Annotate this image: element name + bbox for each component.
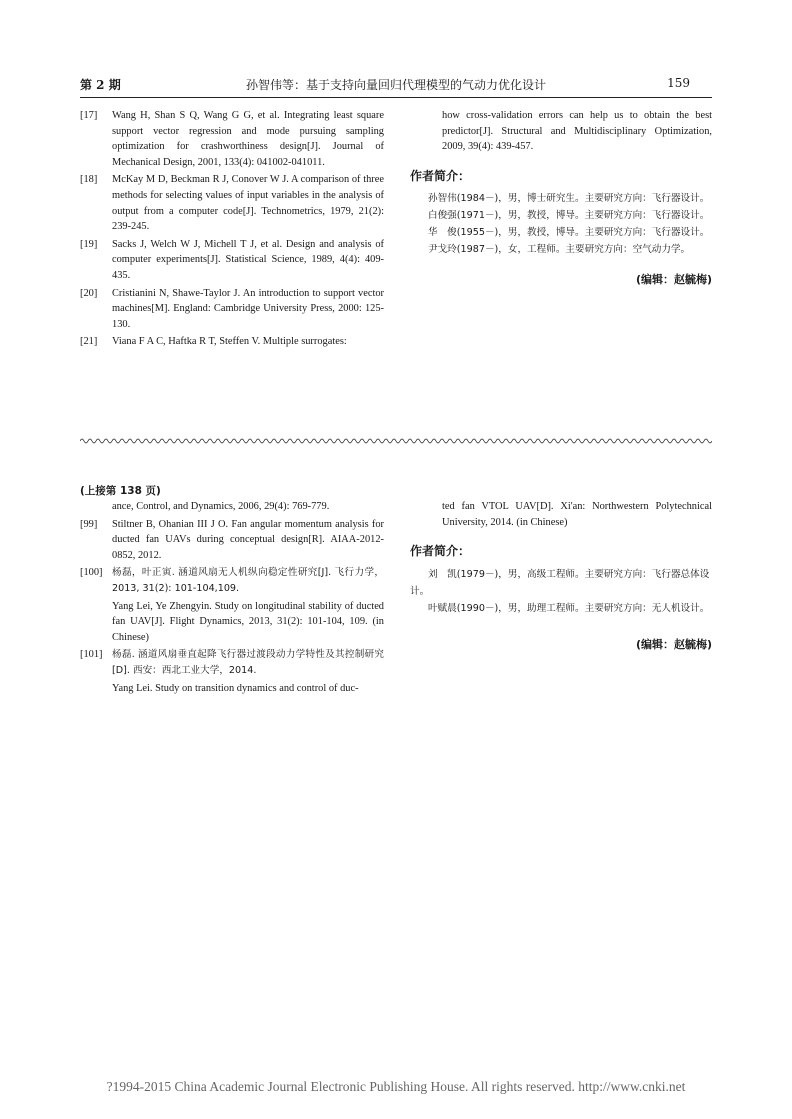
reference-19: [19] Sacks J, Welch W J, Michell T J, et al. Design and analysis of computer experiments[J]. Statistical Science, 1989, 4(4): 409-435. bbox=[80, 238, 384, 281]
issue-number: 第 2 期 bbox=[80, 78, 121, 92]
copyright-footer: ?1994-2015 China Academic Journal Electronic Publishing House. All rights reserved. http://www.cnki.net bbox=[106, 1079, 686, 1094]
references-top-left bbox=[80, 108, 384, 352]
references-bottom-left bbox=[80, 499, 384, 698]
reference-100: [100] 杨磊，叶正寅. 涵道风扇无人机纵向稳定性研究[J]. 飞行力学，2013, 31(2): 101-104,109. bbox=[80, 567, 384, 594]
reference-100-english: Yang Lei, Ye Zhengyin. Study on longitudinal stability of ducted fan UAV[J]. Flight Dynamics, 2013, 31(2): 101-104, 109. (in Chinese) bbox=[112, 600, 384, 643]
page-number: 159 bbox=[667, 76, 690, 90]
author-bio: 尹戈玲(1987－)，女，工程师。主要研究方向：空气动力学。 bbox=[428, 244, 691, 256]
author-bio: 叶赋晨(1990－)，男，助理工程师。主要研究方向：无人机设计。 bbox=[428, 602, 710, 614]
reference-21: [21] Viana F A C, Haftka R T, Steffen V. Multiple surrogates: bbox=[80, 336, 347, 348]
reference-101-continuation: ted fan VTOL UAV[D]. Xi'an: Northwestern Polytechnical University, 2014. (in Chinese) bbox=[442, 501, 712, 528]
author-profile-heading: 作者简介： bbox=[410, 168, 471, 183]
reference-21-continuation: how cross-validation errors can help us to obtain the best predictor[J]. Structural and Multidisciplinary Optimization, 2009, 39(4): 439-457. bbox=[442, 110, 712, 153]
reference-18: [18] McKay M D, Beckman R J, Conover W J. A comparison of three methods for selecting values of input variables in the analysis of output from a computer code[J]. Technometrics, 1979, 21(2): 239-245. bbox=[80, 174, 384, 233]
reference-101: [101] 杨磊. 涵道风扇垂直起降飞行器过渡段动力学特性及其控制研究[D]. 西安：西北工业大学，2014. bbox=[80, 649, 384, 676]
running-title: 孙智伟等：基于支持向量回归代理模型的气动力优化设计 bbox=[245, 78, 546, 92]
bottom-right-column bbox=[410, 499, 712, 652]
editor-credit: (编辑：赵毓梅) bbox=[635, 637, 712, 651]
reference-20: [20] Cristianini N, Shawe-Taylor J. An introduction to support vector machines[M]. England: Cambridge University Press, 2000: 125-130. bbox=[80, 287, 384, 330]
author-profile-heading: 作者简介： bbox=[410, 544, 471, 559]
wavy-separator bbox=[80, 436, 712, 446]
reference-98-continuation: ance, Control, and Dynamics, 2006, 29(4): 769-779. bbox=[112, 501, 330, 512]
author-bio: 白俊强(1971－)，男，教授，博导。主要研究方向：飞行器设计。 bbox=[428, 210, 710, 222]
author-bio: 华 俊(1955－)，男，教授，博导。主要研究方向：飞行器设计。 bbox=[428, 227, 710, 239]
author-bio: 刘 凯(1979－)，男，高级工程师。主要研究方向：飞行器总体设计。 bbox=[410, 568, 710, 597]
editor-credit: (编辑：赵毓梅) bbox=[635, 273, 712, 287]
reference-17: [17] Wang H, Shan S Q, Wang G G, et al. Integrating least square support vector regression and mode pursuing sampling optimization for crashworthiness design[J]. Journal of Mechanical Design, 2001, 133(4): 041002-041011. bbox=[80, 110, 384, 168]
continued-from-label: (上接第 138 页) bbox=[80, 485, 161, 497]
running-header bbox=[80, 76, 712, 96]
reference-99: [99] Stiltner B, Ohanian III J O. Fan angular momentum analysis for ducted fan UAVs during conceptual design[R]. AIAA-2012-0852, 2012. bbox=[80, 518, 384, 561]
header-rule bbox=[80, 97, 712, 98]
top-right-column bbox=[410, 108, 712, 288]
reference-101-english: Yang Lei. Study on transition dynamics and control of duc- bbox=[112, 682, 359, 694]
author-bio: 孙智伟(1984－)，男，博士研究生。主要研究方向：飞行器设计。 bbox=[428, 193, 710, 205]
